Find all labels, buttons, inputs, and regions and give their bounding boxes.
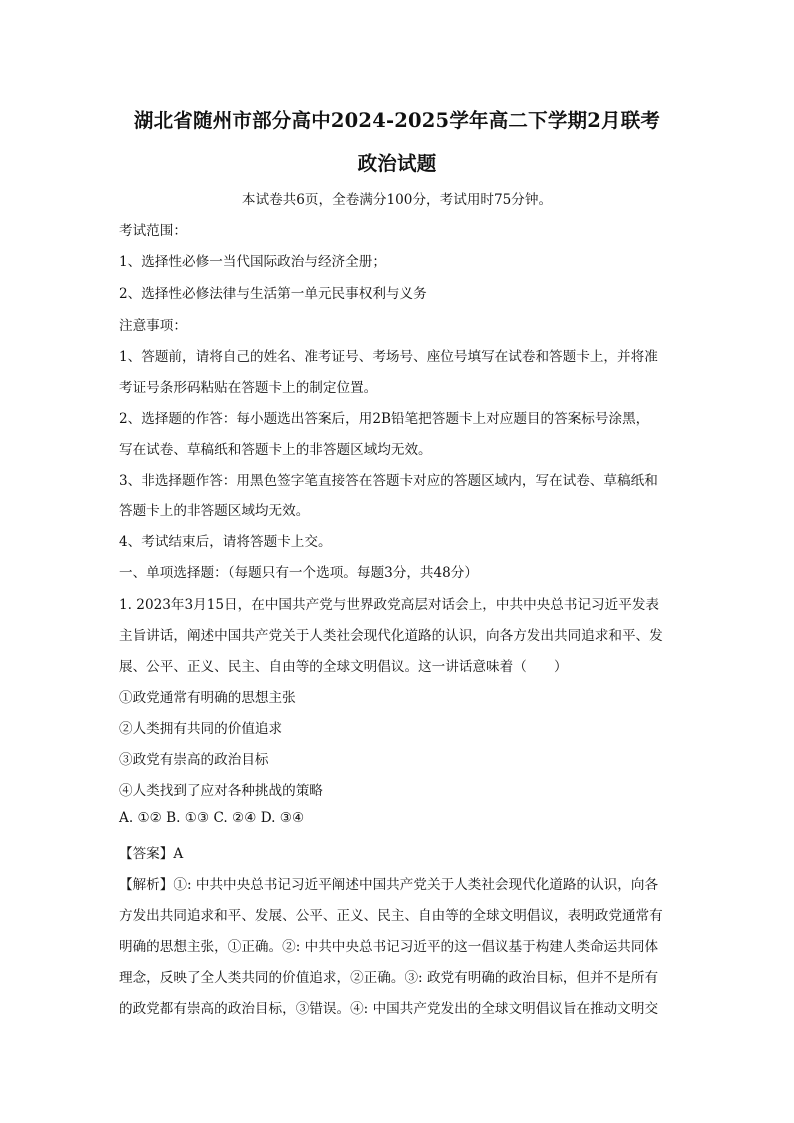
analysis-line: 理念，反映了全人类共同的价值追求，②正确。③: 政党有明确的政治目标，但并不是所有 <box>119 970 659 986</box>
question-stem-line: 1. 2023年3月15日，在中国共产党与世界政党高层对话会上，中共中央总书记习近平发表 <box>119 597 660 613</box>
analysis-line: 的政党都有崇高的政治目标，③错误。④: 中国共产党发出的全球文明倡议旨在推动文明交 <box>119 1001 659 1017</box>
question-answer: 【答案】A <box>119 846 184 862</box>
notes-heading: 注意事项： <box>119 318 187 334</box>
question-statement: ③政党有崇高的政治目标 <box>119 752 269 768</box>
notes-line: 2、选择题的作答：每小题选出答案后，用2B铅笔把答题卡上对应题目的答案标号涂黑， <box>119 411 650 427</box>
analysis-line: 明确的思想主张，①正确。②: 中共中央总书记习近平的这一倡议基于构建人类命运共同体 <box>119 939 659 955</box>
notes-line: 考证号条形码粘贴在答题卡上的制定位置。 <box>119 380 378 396</box>
document-title-line1: 湖北省随州市部分高中2024-2025学年高二下学期2月联考 <box>133 109 661 132</box>
notes-line: 1、答题前，请将自己的姓名、准考证号、考场号、座位号填写在试卷和答题卡上，并将准 <box>119 349 658 365</box>
question-options: A. ①② B. ①③ C. ②④ D. ③④ <box>119 810 305 826</box>
question-statement: ①政党通常有明确的思想主张 <box>119 690 296 706</box>
notes-line: 答题卡上的非答题区域均无效。 <box>119 503 310 519</box>
question-stem-line: 展、公平、正义、民主、自由等的全球文明倡议。这一讲话意味着（ ） <box>119 659 568 675</box>
question-statement: ②人类拥有共同的价值追求 <box>119 721 283 737</box>
exam-info: 本试卷共6页，全卷满分100分，考试用时75分钟。 <box>241 192 553 208</box>
analysis-line: 方发出共同追求和平、发展、公平、正义、民主、自由等的全球文明倡议，表明政党通常有 <box>119 908 663 924</box>
notes-line: 写在试卷、草稿纸和答题卡上的非答题区域均无效。 <box>119 442 432 458</box>
scope-item: 2、选择性必修法律与生活第一单元民事权利与义务 <box>119 286 427 302</box>
section-heading: 一、单项选择题：（每题只有一个选项。每题3分，共48分） <box>119 565 478 581</box>
document-title-line2: 政治试题 <box>357 152 437 175</box>
scope-heading: 考试范围： <box>119 223 187 239</box>
notes-line: 3、非选择题作答：用黑色签字笔直接答在答题卡对应的答题区域内，写在试卷、草稿纸和 <box>119 473 658 489</box>
question-stem-line: 主旨讲话，阐述中国共产党关于人类社会现代化道路的认识，向各方发出共同追求和平、发 <box>119 628 663 644</box>
scope-item: 1、选择性必修一当代国际政治与经济全册； <box>119 254 386 270</box>
question-statement: ④人类找到了应对各种挑战的策略 <box>119 783 323 799</box>
notes-line: 4、考试结束后，请将答题卡上交。 <box>119 534 332 550</box>
analysis-line: 【解析】①: 中共中央总书记习近平阐述中国共产党关于人类社会现代化道路的认识，向各 <box>119 877 659 893</box>
